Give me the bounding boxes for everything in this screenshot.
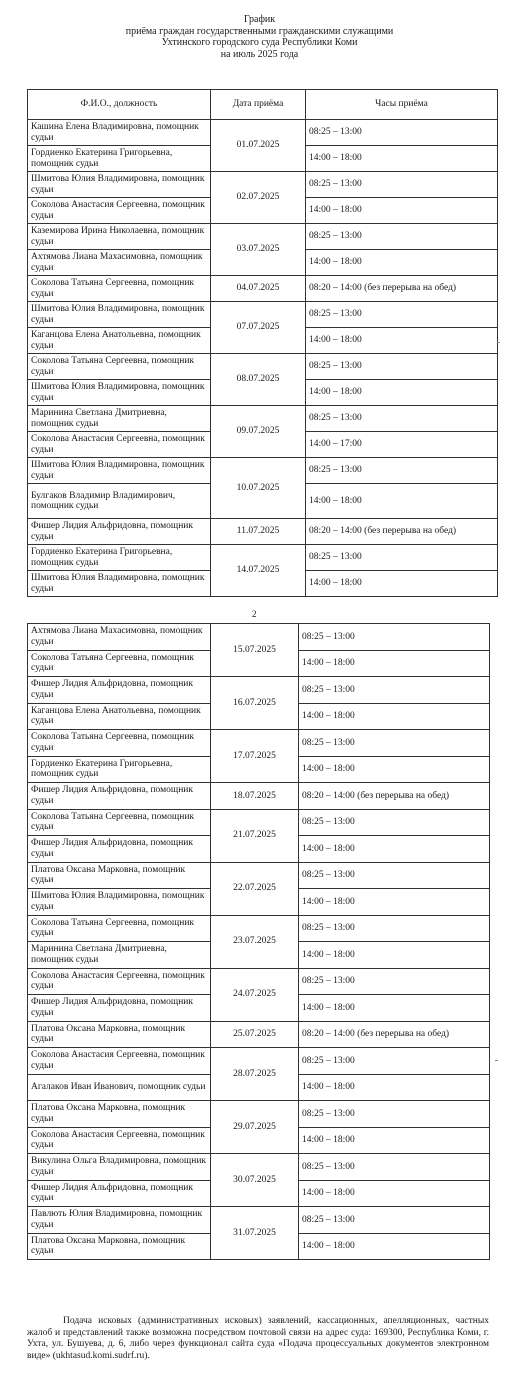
hours-cell: 14:00 – 18:00: [306, 571, 498, 597]
table-row: [28, 968, 490, 995]
date-cell: 01.07.2025: [211, 120, 306, 172]
employee-name-cell: Агалаков Иван Иванович, помощник судьи: [28, 1074, 211, 1101]
date-cell: 03.07.2025: [211, 224, 306, 276]
employee-name-cell: Соколова Анастасия Сергеевна, помощник судьи: [28, 1127, 211, 1154]
hours-cell: 14:00 – 18:00: [306, 250, 498, 276]
employee-name-cell: Гордиенко Екатерина Григорьевна, помощник судьи: [28, 146, 211, 172]
employee-name-cell: Фишер Лидия Альфридовна, помощник судьи: [28, 1180, 211, 1207]
employee-name-cell: Соколова Татьяна Сергеевна, помощник судьи: [28, 915, 211, 942]
employee-name-cell: Соколова Татьяна Сергеевна, помощник судьи: [28, 354, 211, 380]
hours-cell: 14:00 – 18:00: [299, 1180, 490, 1207]
employee-name-cell: Шмитова Юлия Владимировна, помощник судьи: [28, 380, 211, 406]
employee-name-cell: Соколова Анастасия Сергеевна, помощник судьи: [28, 432, 211, 458]
hours-cell: 14:00 – 18:00: [299, 889, 490, 916]
employee-name-cell: Шмитова Юлия Владимировна, помощник судьи: [28, 889, 211, 916]
table-row: [28, 624, 490, 651]
table-row: [28, 677, 490, 704]
employee-name-cell: Соколова Анастасия Сергеевна, помощник судьи: [28, 968, 211, 995]
date-cell: 07.07.2025: [211, 302, 306, 354]
date-cell: 29.07.2025: [211, 1101, 299, 1154]
scan-mark: [497, 342, 500, 343]
hours-cell: 08:25 – 13:00: [299, 1154, 490, 1181]
employee-name-cell: Булгаков Владимир Владимирович, помощник судьи: [28, 484, 211, 519]
employee-name-cell: Шмитова Юлия Владимировна, помощник судьи: [28, 571, 211, 597]
date-cell: 30.07.2025: [211, 1154, 299, 1207]
hours-cell: 14:00 – 18:00: [299, 650, 490, 677]
hours-cell: 08:25 – 13:00: [299, 809, 490, 836]
hours-cell: 14:00 – 18:00: [306, 328, 498, 354]
table-row: [28, 120, 498, 146]
hours-cell: 08:25 – 13:00: [299, 1101, 490, 1128]
hours-cell: 08:25 – 13:00: [306, 458, 498, 484]
employee-name-cell: Каганцова Елена Анатольевна, помощник судьи: [28, 328, 211, 354]
hours-cell: 14:00 – 18:00: [306, 198, 498, 224]
employee-name-cell: Фишер Лидия Альфридовна, помощник судьи: [28, 995, 211, 1022]
hours-cell: 08:25 – 13:00: [306, 354, 498, 380]
hours-cell: 08:20 – 14:00 (без перерыва на обед): [306, 519, 498, 545]
employee-name-cell: Платова Оксана Марковна, помощник судьи: [28, 1101, 211, 1128]
hours-cell: 14:00 – 18:00: [306, 146, 498, 172]
employee-name-cell: Ахтямова Лиана Махасимовна, помощник судьи: [28, 250, 211, 276]
employee-name-cell: Павлють Юлия Владимировна, помощник судьи: [28, 1207, 211, 1234]
title-line-4: на июль 2025 года: [220, 48, 299, 60]
title-line-1: График: [243, 14, 276, 25]
hours-cell: 08:25 – 13:00: [306, 302, 498, 328]
date-cell: 09.07.2025: [211, 406, 306, 458]
employee-name-cell: Соколова Анастасия Сергеевна, помощник судьи: [28, 1048, 211, 1075]
employee-name-cell: Соколова Татьяна Сергеевна, помощник судьи: [28, 650, 211, 677]
date-cell: 28.07.2025: [211, 1048, 299, 1101]
date-cell: 25.07.2025: [211, 1021, 299, 1048]
table-row: [28, 406, 498, 432]
table-row: [28, 783, 490, 810]
hours-cell: 14:00 – 18:00: [306, 380, 498, 406]
table-row: [28, 302, 498, 328]
date-cell: 14.07.2025: [211, 545, 306, 597]
employee-name-cell: Фишер Лидия Альфридовна, помощник судьи: [28, 677, 211, 704]
employee-name-cell: Фишер Лидия Альфридовна, помощник судьи: [28, 783, 211, 810]
date-cell: 02.07.2025: [211, 172, 306, 224]
hours-cell: 14:00 – 18:00: [299, 836, 490, 863]
table-row: [28, 1207, 490, 1234]
document-title: [0, 14, 519, 60]
employee-name-cell: Маринина Светлана Дмитриевна, помощник судьи: [28, 406, 211, 432]
hours-cell: 14:00 – 18:00: [299, 703, 490, 730]
schedule-table-page-1: [27, 89, 498, 597]
table-row: [28, 224, 498, 250]
employee-name-cell: Каземирова Ирина Николаевна, помощник судьи: [28, 224, 211, 250]
date-cell: 24.07.2025: [211, 968, 299, 1021]
date-cell: 15.07.2025: [211, 624, 299, 677]
hours-cell: 08:25 – 13:00: [306, 224, 498, 250]
table-header-row: [28, 90, 498, 120]
table-row: [28, 809, 490, 836]
hours-cell: 08:20 – 14:00 (без перерыва на обед): [299, 783, 490, 810]
date-cell: 11.07.2025: [211, 519, 306, 545]
employee-name-cell: Соколова Татьяна Сергеевна, помощник судьи: [28, 276, 211, 302]
header-name: Ф.И.О., должность: [28, 90, 211, 120]
date-cell: 17.07.2025: [211, 730, 299, 783]
employee-name-cell: Фишер Лидия Альфридовна, помощник судьи: [28, 836, 211, 863]
employee-name-cell: Соколова Татьяна Сергеевна, помощник судьи: [28, 730, 211, 757]
employee-name-cell: Соколова Татьяна Сергеевна, помощник судьи: [28, 809, 211, 836]
hours-cell: 08:25 – 13:00: [299, 1207, 490, 1234]
date-cell: 16.07.2025: [211, 677, 299, 730]
footer-note: Подача исковых (административных исковых) заявлений, кассационных, апелляционных, частных жалоб и представлений также возможна посредством почтовой связи на адрес суда: 169300, Республика Коми, г. Ухта, ул. Бушуева, д. 6, либо через функционал сайта суда «Подача процессуальных документов электронном виде» (ukhtasud.komi.sudrf.ru).: [27, 1316, 489, 1361]
page-number: 2: [252, 609, 257, 619]
employee-name-cell: Шмитова Юлия Владимировна, помощник судьи: [28, 172, 211, 198]
schedule-table-page-2: [27, 623, 490, 1260]
hours-cell: 14:00 – 18:00: [299, 1074, 490, 1101]
hours-cell: 08:25 – 13:00: [299, 862, 490, 889]
table-row: [28, 1154, 490, 1181]
table-row: [28, 545, 498, 571]
table-row: [28, 1048, 490, 1075]
employee-name-cell: Шмитова Юлия Владимировна, помощник судьи: [28, 458, 211, 484]
employee-name-cell: Соколова Анастасия Сергеевна, помощник судьи: [28, 198, 211, 224]
employee-name-cell: Платова Оксана Марковна, помощник судьи: [28, 862, 211, 889]
hours-cell: 08:25 – 13:00: [306, 545, 498, 571]
hours-cell: 08:25 – 13:00: [306, 172, 498, 198]
hours-cell: 14:00 – 18:00: [299, 995, 490, 1022]
employee-name-cell: Ахтямова Лиана Махасимовна, помощник судьи: [28, 624, 211, 651]
header-date: Дата приёма: [211, 90, 306, 120]
date-cell: 10.07.2025: [211, 458, 306, 519]
employee-name-cell: Платова Оксана Марковна, помощник судьи: [28, 1021, 211, 1048]
header-hours: Часы приёма: [306, 90, 498, 120]
date-cell: 23.07.2025: [211, 915, 299, 968]
hours-cell: 14:00 – 18:00: [299, 756, 490, 783]
employee-name-cell: Шмитова Юлия Владимировна, помощник судьи: [28, 302, 211, 328]
hours-cell: 14:00 – 18:00: [299, 1127, 490, 1154]
hours-cell: 08:25 – 13:00: [299, 730, 490, 757]
employee-name-cell: Каганцова Елена Анатольевна, помощник судьи: [28, 703, 211, 730]
hours-cell: 14:00 – 17:00: [306, 432, 498, 458]
hours-cell: 08:25 – 13:00: [299, 624, 490, 651]
table-row: [28, 276, 498, 302]
hours-cell: 08:25 – 13:00: [306, 406, 498, 432]
hours-cell: 08:25 – 13:00: [299, 677, 490, 704]
hours-cell: 14:00 – 18:00: [299, 1233, 490, 1260]
date-cell: 04.07.2025: [211, 276, 306, 302]
table-row: [28, 354, 498, 380]
scan-mark: [495, 1060, 498, 1061]
hours-cell: 14:00 – 18:00: [306, 484, 498, 519]
table-row: [28, 730, 490, 757]
title-line-2: приёма граждан государственными гражданскими служащими: [125, 25, 394, 37]
employee-name-cell: Маринина Светлана Дмитриевна, помощник судьи: [28, 942, 211, 969]
date-cell: 08.07.2025: [211, 354, 306, 406]
date-cell: 31.07.2025: [211, 1207, 299, 1260]
table-row: [28, 458, 498, 484]
date-cell: 22.07.2025: [211, 862, 299, 915]
hours-cell: 08:20 – 14:00 (без перерыва на обед): [306, 276, 498, 302]
hours-cell: 08:25 – 13:00: [299, 1048, 490, 1075]
date-cell: 21.07.2025: [211, 809, 299, 862]
hours-cell: 08:25 – 13:00: [299, 968, 490, 995]
employee-name-cell: Викулина Ольга Владимировна, помощник судьи: [28, 1154, 211, 1181]
table-row: [28, 172, 498, 198]
table-row: [28, 915, 490, 942]
title-line-3: Ухтинского городского суда Республики Коми: [161, 37, 358, 48]
employee-name-cell: Гордиенко Екатерина Григорьевна, помощник судьи: [28, 756, 211, 783]
employee-name-cell: Платова Оксана Марковна, помощник судьи: [28, 1233, 211, 1260]
table-row: [28, 1021, 490, 1048]
table-row: [28, 519, 498, 545]
hours-cell: 14:00 – 18:00: [299, 942, 490, 969]
table-row: [28, 1101, 490, 1128]
date-cell: 18.07.2025: [211, 783, 299, 810]
employee-name-cell: Фишер Лидия Альфридовна, помощник судьи: [28, 519, 211, 545]
hours-cell: 08:20 – 14:00 (без перерыва на обед): [299, 1021, 490, 1048]
table-row: [28, 862, 490, 889]
hours-cell: 08:25 – 13:00: [299, 915, 490, 942]
employee-name-cell: Гордиенко Екатерина Григорьевна, помощник судьи: [28, 545, 211, 571]
employee-name-cell: Кашина Елена Владимировна, помощник судьи: [28, 120, 211, 146]
hours-cell: 08:25 – 13:00: [306, 120, 498, 146]
